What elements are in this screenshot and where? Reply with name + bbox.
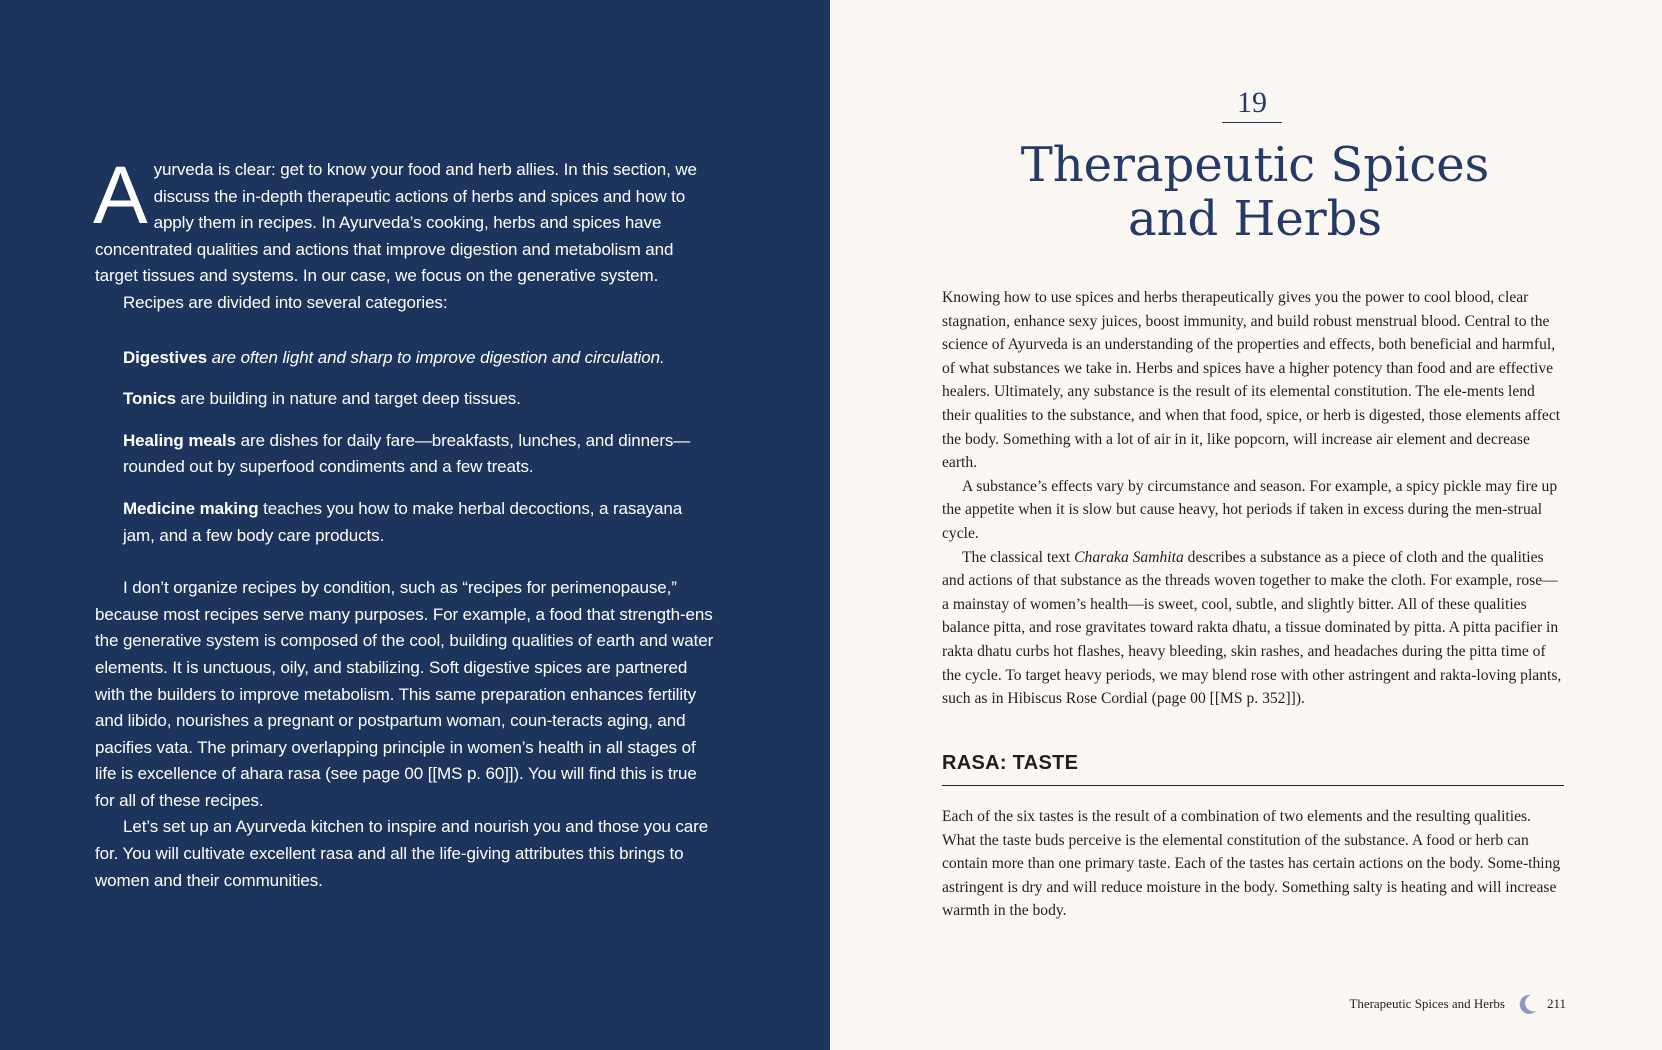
chapter-title-line: and Herbs [1127, 191, 1383, 247]
category-item [123, 496, 715, 549]
category-item [123, 345, 715, 372]
page-number: 211 [1546, 996, 1566, 1011]
category-item [123, 428, 715, 481]
section-heading: RASA: TASTE [942, 752, 1564, 786]
book-title: Charaka Samhita [1074, 548, 1184, 566]
category-item [123, 386, 715, 413]
category-list [123, 345, 715, 550]
running-footer-title: Therapeutic Spices and Herbs [1349, 996, 1505, 1011]
body-paragraph: Let’s set up an Ayurveda kitchen to inspire and nourish you and those you care for. You will cultivate excellent rasa and all the life-giving attributes this brings to women and their communities. [95, 817, 709, 890]
categories-intro: Recipes are divided into several categories: [123, 292, 448, 312]
left-body [93, 150, 715, 894]
category-desc: are often light and sharp to improve digestion and circulation. [207, 347, 665, 367]
body-paragraph: Knowing how to use spices and herbs therapeutically gives you the power to cool blood, clear stagnation, enhance sexy juices, boost immunity, and build robust menstrual blood. Central to the science of Ayurveda is an understanding of the properties and effects, both beneficial and harmful, of what substances we take in. Herbs and spices have a higher potency than food and are effective healers. Ultimately, any substance is the result of its elemental constitution. The ele-ments lend their qualities to the substance, and when that food, spice, or herb is digested, those elements affect the body. Something with a lot of air in it, like popcorn, will increase air element and decrease earth. [942, 289, 1561, 472]
body-paragraph: A substance’s effects vary by circumstance and season. For example, a spicy pickle may fire up the appetite when it is slow but cause heavy, hot periods if taken in excess during the men-strual cycle. [942, 477, 1558, 542]
category-term: Medicine making [123, 498, 259, 518]
right-body [942, 286, 1564, 711]
left-page [0, 0, 830, 1050]
category-term: Digestives [123, 347, 208, 367]
right-page [830, 0, 1662, 1050]
chapter-number: 19 [1222, 86, 1282, 123]
chapter-title-line: Therapeutic Spices [1020, 137, 1490, 193]
chapter-title [980, 138, 1530, 246]
body-paragraph: I don’t organize recipes by condition, such as “recipes for perimenopause,” because most recipes serve many purposes. For example, a food that strength-ens the generative system is composed of the cool, building qualities of earth and water elements. It is unctuous, oily, and stabilizing. Soft digestive spices are partnered with the builders to improve metabolism. This same preparation enhances fertility and libido, nourishes a pregnant or postpartum woman, coun-teracts aging, and pacifies vata. The primary overlapping principle in women’s health in all stages of life is excellence of ahara rasa (see page 00 [[MS p. 60]]). You will find this is true for all of these recipes. [95, 578, 714, 810]
text-run: The classical text [962, 548, 1075, 566]
dropcap-letter: A [93, 150, 148, 241]
intro-paragraph [93, 150, 715, 290]
page-footer [1349, 994, 1566, 1014]
crescent-moon-icon-svg [1519, 994, 1537, 1014]
category-desc: teaches you how to make herbal decoctions, a rasayana jam, and a few body care products. [123, 498, 683, 545]
text-run: describes a substance as a piece of cloth and the qualities and actions of that substance as the threads woven together to make the cloth. For example, rose—a mainstay of women’s health—is sweet, cool, subtle, and slightly bitter. All of these qualities balance pitta, and rose gravitates toward rakta dhatu, a tissue dominated by pitta. A pitta pacifier in rakta dhatu curbs hot flashes, heavy bleeding, skin rashes, and headaches during the pitta time of the cycle. To target heavy periods, we may blend rose with other astringent and rakta-loving plants, such as in Hibiscus Rose Cordial (page 00 [[MS p. 352]]). [942, 548, 1562, 708]
category-desc: are dishes for daily fare—breakfasts, lunches, and dinners—rounded out by superfood condiments and a few treats. [123, 430, 691, 477]
section-paragraph: Each of the six tastes is the result of a combination of two elements and the resulting qualities. What the taste buds perceive is the elemental constitution of the substance. A food or herb can contain more than one primary taste. Each of the tastes has certain actions on the body. Some-thing astringent is dry and will reduce moisture in the body. Something salty is heating and will increase warmth in the body. [942, 808, 1561, 920]
category-term: Healing meals [123, 430, 237, 450]
category-desc: are building in nature and target deep tissues. [175, 389, 521, 409]
category-term: Tonics [123, 389, 176, 409]
body-paragraph [942, 546, 1564, 711]
intro-text: yurveda is clear: get to know your food and herb allies. In this section, we discuss the in-depth therapeutic actions of herbs and spices and how to apply them in recipes. In Ayurveda’s cooking, herbs and spices have concentrated qualities and actions that improve digestion and metabolism and target tissues and systems. In our case, we focus on the generative system. [95, 160, 697, 286]
crescent-moon-icon [1519, 994, 1537, 1014]
